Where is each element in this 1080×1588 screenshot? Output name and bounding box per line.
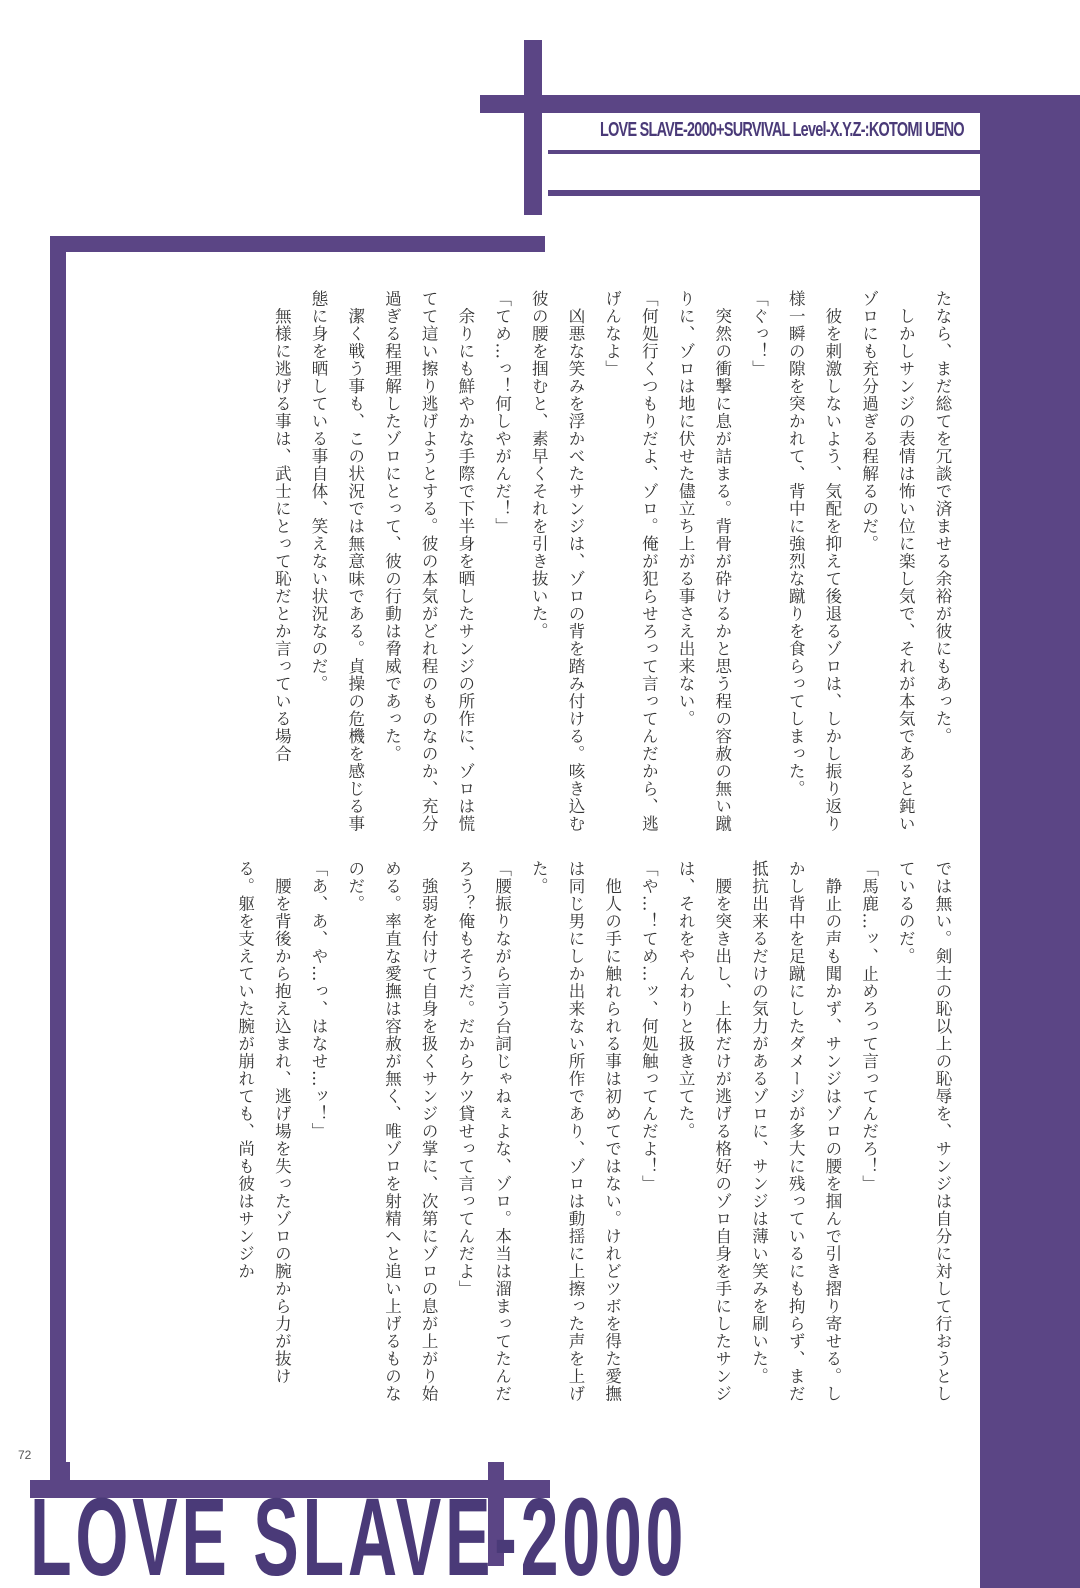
page-number: 72 [18, 1448, 32, 1462]
paragraph: 「何処行くつもりだよ、ゾロ。俺が犯らせろって言ってんだから、逃げんなよ」 [602, 290, 659, 833]
frame-bar-header-rule [548, 190, 988, 196]
paragraph: 腰を突き出し、上体だけが逃げる格好のゾロ自身を手にしたサンジは、それをやんわりと扱き立てた。 [676, 860, 732, 1403]
paragraph: 潔く戦う事も、この状況では無意味である。貞操の危機を感じる事態に身を晒している事自体、笑えない状況なのだ。 [309, 290, 365, 833]
paragraph: 「馬鹿…ッ、止めろって言ってんだろ！」 [859, 860, 879, 1193]
footer-logo: LOVE SLAVE-2000 [30, 1488, 688, 1588]
paragraph: 他人の手に触れられる事は初めてではない。けれどツボを得た愛撫は同じ男にしか出来ない所作であり、ゾロは動揺に上擦った声を上げた。 [529, 860, 622, 1403]
paragraph: 無様に逃げる事は、武士にとって恥だとか言っている場合 [272, 290, 292, 763]
paragraph: 「てめ…っ！何しやがんだ！」 [492, 290, 512, 535]
paragraph: 静止の声も聞かず、サンジはゾロの腰を掴んで引き摺り寄せる。しかし背中を足蹴にしたダメージが多大に残っているにも拘らず、まだ抵抗出来るだけの気力があるゾロに、サンジは薄い笑みを刷いた。 [749, 860, 842, 1403]
text-block-upper [190, 290, 960, 835]
paragraph: 余りにも鮮やかな手際で下半身を晒したサンジの所作に、ゾロは慌てて這い擦り逃げようとする。彼の本気がどれ程のものなのか、充分過ぎる程理解したゾロにとって、彼の行動は脅威であった。 [382, 290, 475, 833]
paragraph: たなら、まだ総てを冗談で済ませる余裕が彼にもあった。 [933, 290, 952, 745]
paragraph: 突然の衝撃に息が詰まる。背骨が砕けるかと思う程の容赦の無い蹴りに、ゾロは地に伏せた儘立ち上がる事さえ出来ない。 [676, 290, 732, 833]
header-title: LOVE SLAVE-2000+SURVIVAL Level-X.Y.Z-:KOTOMI UENO [600, 119, 964, 141]
paragraph: 腰を背後から抱え込まれ、逃げ場を失ったゾロの腕から力が抜ける。躯を支えていた腕が崩れても、尚も彼はサンジか [235, 860, 292, 1385]
paragraph: しかしサンジの表情は怖い位に楽し気で、それが本気であると鈍いゾロにも充分過ぎる程解るのだ。 [859, 290, 916, 833]
paragraph: 「や…！てめ…ッ、何処触ってんだよ！」 [639, 860, 659, 1193]
paragraph: 「あ、あ、や…っ、はなせ…ッ！」 [309, 860, 329, 1140]
frame-bar-header-underline [548, 150, 988, 154]
paragraph: 凶悪な笑みを浮かべたサンジは、ゾロの背を踏み付ける。咳き込む彼の腰を掴むと、素早くそれを引き抜いた。 [529, 290, 585, 833]
paragraph: では無い。剣士の恥以上の恥辱を、サンジは自分に対して行おうとしているのだ。 [896, 860, 952, 1403]
paragraph: 「腰振りながら言う台詞じゃねぇよな、ゾロ。本当は溜まってたんだろう？俺もそうだ。だからケツ貸せって言ってんだよ」 [455, 860, 512, 1403]
paragraph: 「ぐっ！」 [749, 290, 769, 378]
frame-bar-top-vertical [524, 40, 542, 215]
text-block-lower [190, 860, 960, 1415]
frame-bar-right [980, 95, 1080, 1588]
paragraph: 彼を刺激しないよう、気配を抑えて後退るゾロは、しかし振り返り様一瞬の隙を突かれて、背中に強烈な蹴りを食らってしまった。 [786, 290, 842, 833]
paragraph: 強弱を付けて自身を扱くサンジの掌に、次第にゾロの息が上がり始める。率直な愛撫は容赦が無く、唯ゾロを射精へと追い上げるものなのだ。 [345, 860, 439, 1403]
